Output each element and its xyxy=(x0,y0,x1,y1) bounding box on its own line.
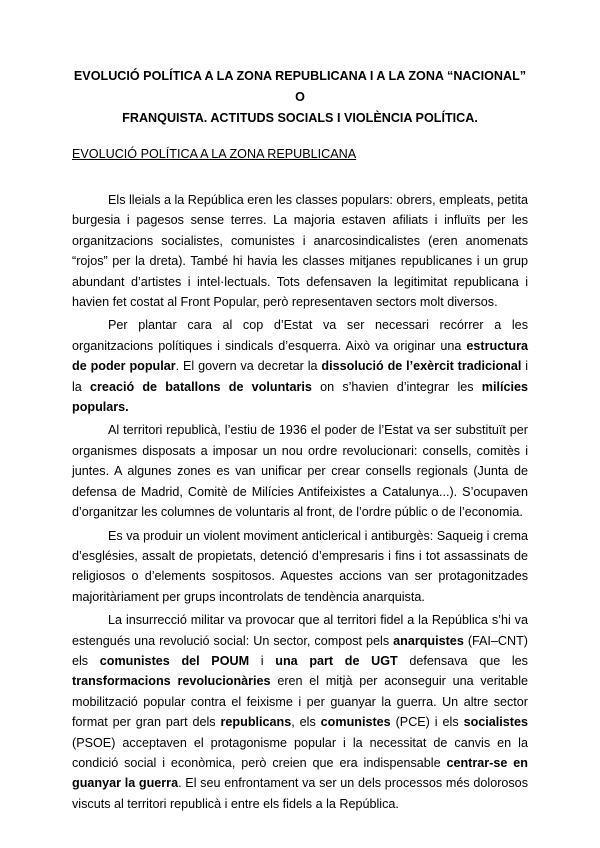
paragraph-4 xyxy=(72,526,528,608)
text-run: Els lleials a la República eren les classes populars: obrers, empleats, petita burgesia i pagesos sense terres. La majoria estaven afiliats i influïts per les organitzacions socialistes, comunistes i anarcosindicalistes (eren anomenats “rojos” per la dreta). També hi havia les classes mitjanes republicanes i un grup abundant d’artistes i intel·lectuals. Tots defensaven la legitimitat republicana i havien fet costat al Front Popular, però representaven sectors molt diversos. xyxy=(72,193,529,310)
text-run: defensava que les xyxy=(397,653,528,668)
paragraph-1 xyxy=(72,190,528,312)
body-text xyxy=(72,190,528,814)
bold-text-run: creació de batallons de voluntaris xyxy=(90,379,312,394)
bold-text-run: transformacions revolucionàries xyxy=(72,674,271,689)
text-run: , els xyxy=(291,715,321,730)
text-run: i la xyxy=(72,359,529,394)
text-run: Per plantar cara al cop d’Estat va ser necessari recórrer a les organitzacions polítiques i sindicals d’esquerra. Això va originar una xyxy=(72,318,528,353)
bold-text-run: republicans xyxy=(220,715,292,730)
bold-text-run: centrar-se en guanyar la guerra xyxy=(72,755,528,791)
paragraph-2 xyxy=(72,315,528,417)
document-title xyxy=(72,66,528,129)
bold-text-run: estructura de poder popular xyxy=(72,338,528,374)
text-run: on s’havien d’integrar les xyxy=(311,379,482,394)
bold-text-run: socialistes xyxy=(463,715,528,730)
section-heading: EVOLUCIÓ POLÍTICA A LA ZONA REPUBLICANA xyxy=(72,147,357,161)
bold-text-run: una part de UGT xyxy=(275,653,398,668)
paragraph-5 xyxy=(72,610,528,814)
text-run: Es va produir un violent moviment anticlerical i antiburgès: Saqueig i crema d’esglésies, assalt de propietats, detenció d’empresaris i fins i tot assassinats de religiosos o d’elements sospitosos. Aquestes accions van ser protagonitzades majoritàriament per grups incontrolats de tendència anarquista. xyxy=(72,528,528,604)
bold-text-run: dissolució de l’exèrcit tradicional xyxy=(321,359,522,374)
bold-text-run: comunistes xyxy=(320,715,391,730)
text-run: (PCE) i els xyxy=(390,715,464,730)
text-run: La insurrecció militar va provocar que al territori fidel a la República s’hi va estengués una revolució social: Un sector, compost pels xyxy=(72,613,528,648)
paragraph-3 xyxy=(72,420,528,522)
bold-text-run: milícies populars. xyxy=(72,379,528,415)
text-run: . El govern va decretar la xyxy=(175,359,322,374)
text-run: Al territori republicà, l’estiu de 1936 el poder de l’Estat va ser substituït per organismes disposats a imposar un nou ordre revolucionari: consells, comitès i juntes. A algunes zones es van unificar per crear consells regionals (Junta de defensa de Madrid, Comitè de Milícies Antifeixistes a Catalunya...). S’ocupaven d’organitzar les columnes de voluntaris al front, de l’ordre públic o de l’economia. xyxy=(72,423,528,520)
text-run: . El seu enfrontament va ser un dels processos més dolorosos viscuts al territori republicà i entre els fidels a la República. xyxy=(72,776,528,811)
title-line-2: FRANQUISTA. ACTITUDS SOCIALS I VIOLÈNCIA POLÍTICA. xyxy=(122,111,478,125)
text-run: i xyxy=(249,653,276,668)
bold-text-run: comunistes del POUM xyxy=(99,653,250,668)
text-run: (PSOE) acceptaven el protagonisme popular i la necessitat de canvis en la condició social i econòmica, però creien que era indispensable xyxy=(72,735,528,770)
title-line-1: EVOLUCIÓ POLÍTICA A LA ZONA REPUBLICANA I A LA ZONA “NACIONAL” O xyxy=(73,69,527,104)
text-run: eren el mitjà per aconseguir una veritable mobilització popular contra el feixisme i per guanyar la guerra. Un altre sector format per gran part dels xyxy=(72,674,528,730)
bold-text-run: anarquistes xyxy=(393,633,464,648)
text-run: (FAI–CNT) els xyxy=(72,633,528,668)
